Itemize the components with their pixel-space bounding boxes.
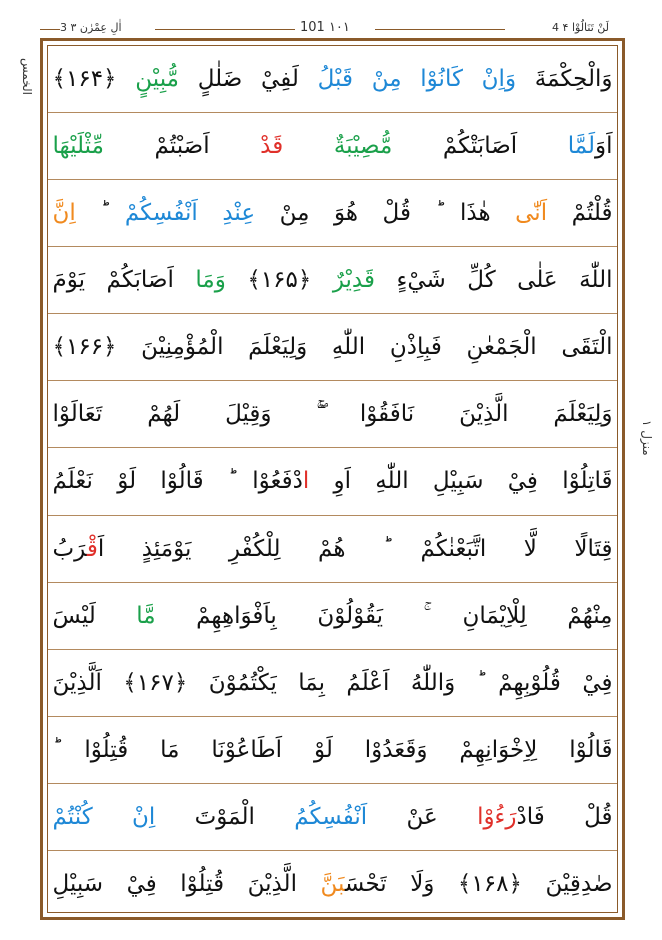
ayah-text xyxy=(53,249,613,311)
tajweed-highlight: مُّصِيْبَةٌ xyxy=(333,133,393,160)
tajweed-highlight: اَنّٰى xyxy=(515,200,548,227)
text-line xyxy=(48,516,617,583)
text-segment: اَصَابَتْكُمْ xyxy=(392,133,568,160)
text-segment: ﴿۱۶۴﴾ xyxy=(52,66,136,93)
tajweed-highlight: ا xyxy=(302,468,310,495)
text-segment: عَنْ xyxy=(367,803,478,830)
text-segment: قِتَالًا لَّا اتَّبَعْنٰكُمْ ؕ هُمْ لِلْكُفْرِ يَوْمَئِذٍ اَ xyxy=(97,535,613,562)
ayah-text xyxy=(53,316,613,378)
tajweed-highlight: قَدِيْرٌ xyxy=(332,267,376,294)
text-segment: قُلْتُمْ xyxy=(547,200,613,227)
text-segment: قَاتِلُوْا فِيْ سَبِيْلِ اللّٰهِ اَوِ xyxy=(309,468,613,495)
page-number: 101 ۱۰۱ xyxy=(300,20,350,35)
ayah-text xyxy=(53,450,613,512)
text-segment: دْفَعُوْا ؕ قَالُوْا لَوْ نَعْلَمُ xyxy=(52,468,303,495)
header-juz-name: 4 لَنْ تَنَالُوْا ۴ xyxy=(552,21,609,34)
tajweed-highlight: مِنْ قَبْلُ xyxy=(317,66,421,93)
text-segment: اَوَ xyxy=(595,133,613,160)
tajweed-highlight: اَنْفُسِكُمُ xyxy=(294,803,368,830)
text-segment: اللّٰهَ عَلٰى كُلِّ شَيْءٍ xyxy=(375,267,613,294)
ayah-text xyxy=(53,652,613,714)
text-segment: اَصَابَكُمْ يَوْمَ xyxy=(52,267,196,294)
tajweed-highlight: مِّثْلَيْهَا xyxy=(52,133,104,160)
text-segment: صٰدِقِيْنَ ﴿۱۶۸﴾ وَلَا تَحْسَ xyxy=(344,871,613,898)
text-line xyxy=(48,46,617,113)
tajweed-highlight: بَنَّ xyxy=(320,871,345,898)
text-segment: مِنْهُمْ لِلْاِيْمَانِ ۚ يَقُوْلُوْنَ بِاَفْوَاهِهِمْ xyxy=(155,602,613,629)
text-segment: وَالْحِكْمَةَ xyxy=(516,66,613,93)
text-line xyxy=(48,381,617,448)
tajweed-highlight: وَمَا xyxy=(195,267,226,294)
ayah-text xyxy=(53,383,613,445)
text-line xyxy=(48,448,617,515)
text-segment: وَلِيَعْلَمَ الَّذِيْنَ نَافَقُوْا ۚۖ وَقِيْلَ لَهُمْ تَعَالَوْا xyxy=(52,401,613,428)
text-segment: لَفِيْ ضَلٰلٍ xyxy=(179,66,318,93)
page-header xyxy=(40,20,625,38)
text-line xyxy=(48,717,617,784)
margin-marker-manzil: منزل ۱ xyxy=(640,420,654,456)
tajweed-highlight: عِنْدِ اَنْفُسِكُمْ xyxy=(124,200,256,227)
tajweed-highlight: مُّبِيْنٍ xyxy=(135,66,179,93)
text-line xyxy=(48,583,617,650)
ayah-text xyxy=(53,518,613,580)
text-line xyxy=(48,851,617,918)
text-line xyxy=(48,113,617,180)
text-segment: الْمَوْتَ xyxy=(155,803,295,830)
page-frame xyxy=(40,38,625,920)
text-segment: قُلْ فَادْ xyxy=(516,803,613,830)
tajweed-highlight: قَدْ xyxy=(260,133,334,160)
tajweed-highlight: اِنَّ xyxy=(52,200,76,227)
tajweed-highlight: وَاِنْ كَانُوْا xyxy=(420,66,517,93)
tajweed-highlight: مَّا xyxy=(136,602,156,629)
header-surah-name: 3 اٰلِ عِمْرٰن ۳ xyxy=(60,21,122,34)
text-body xyxy=(47,45,618,913)
ayah-text xyxy=(53,182,613,244)
text-segment: ﴿۱۶۵﴾ xyxy=(225,267,333,294)
text-segment: قَالُوْا لِاِخْوَانِهِمْ وَقَعَدُوْا لَوْ اَطَاعُوْنَا مَا قُتِلُوْا ؕ xyxy=(52,736,613,763)
text-segment: الَّذِيْنَ قُتِلُوْا فِيْ سَبِيْلِ xyxy=(52,871,321,898)
text-segment: رَبُ xyxy=(52,535,87,562)
text-line xyxy=(48,650,617,717)
text-line xyxy=(48,180,617,247)
text-line xyxy=(48,784,617,851)
text-segment: لَيْسَ xyxy=(52,602,137,629)
text-segment: اَصَبْتُمْ xyxy=(103,133,261,160)
tajweed-highlight: قْ xyxy=(86,535,98,562)
ayah-text xyxy=(53,48,613,110)
text-line xyxy=(48,314,617,381)
text-segment: هٰذَا ؕ قُلْ هُوَ مِنْ xyxy=(255,200,516,227)
ayah-text xyxy=(53,585,613,647)
text-segment: ؕ xyxy=(75,200,125,227)
ayah-text xyxy=(53,786,613,848)
text-line xyxy=(48,247,617,314)
tajweed-highlight: لَمَّا xyxy=(567,133,596,160)
tajweed-highlight: اِنْ كُنْتُمْ xyxy=(52,803,156,830)
ayah-text xyxy=(53,853,613,915)
tajweed-highlight: رَءُوْا xyxy=(477,803,517,830)
margin-marker-top: الخمس xyxy=(20,58,34,95)
text-segment: الْتَقَى الْجَمْعٰنِ فَبِاِذْنِ اللّٰهِ وَلِيَعْلَمَ الْمُؤْمِنِيْنَ ﴿۱۶۶﴾ xyxy=(52,334,613,361)
text-segment: فِيْ قُلُوْبِهِمْ ؕ وَاللّٰهُ اَعْلَمُ بِمَا يَكْتُمُوْنَ ﴿۱۶۷﴾ اَلَّذِيْنَ xyxy=(52,669,613,696)
ayah-text xyxy=(53,719,613,781)
ayah-text xyxy=(53,115,613,177)
